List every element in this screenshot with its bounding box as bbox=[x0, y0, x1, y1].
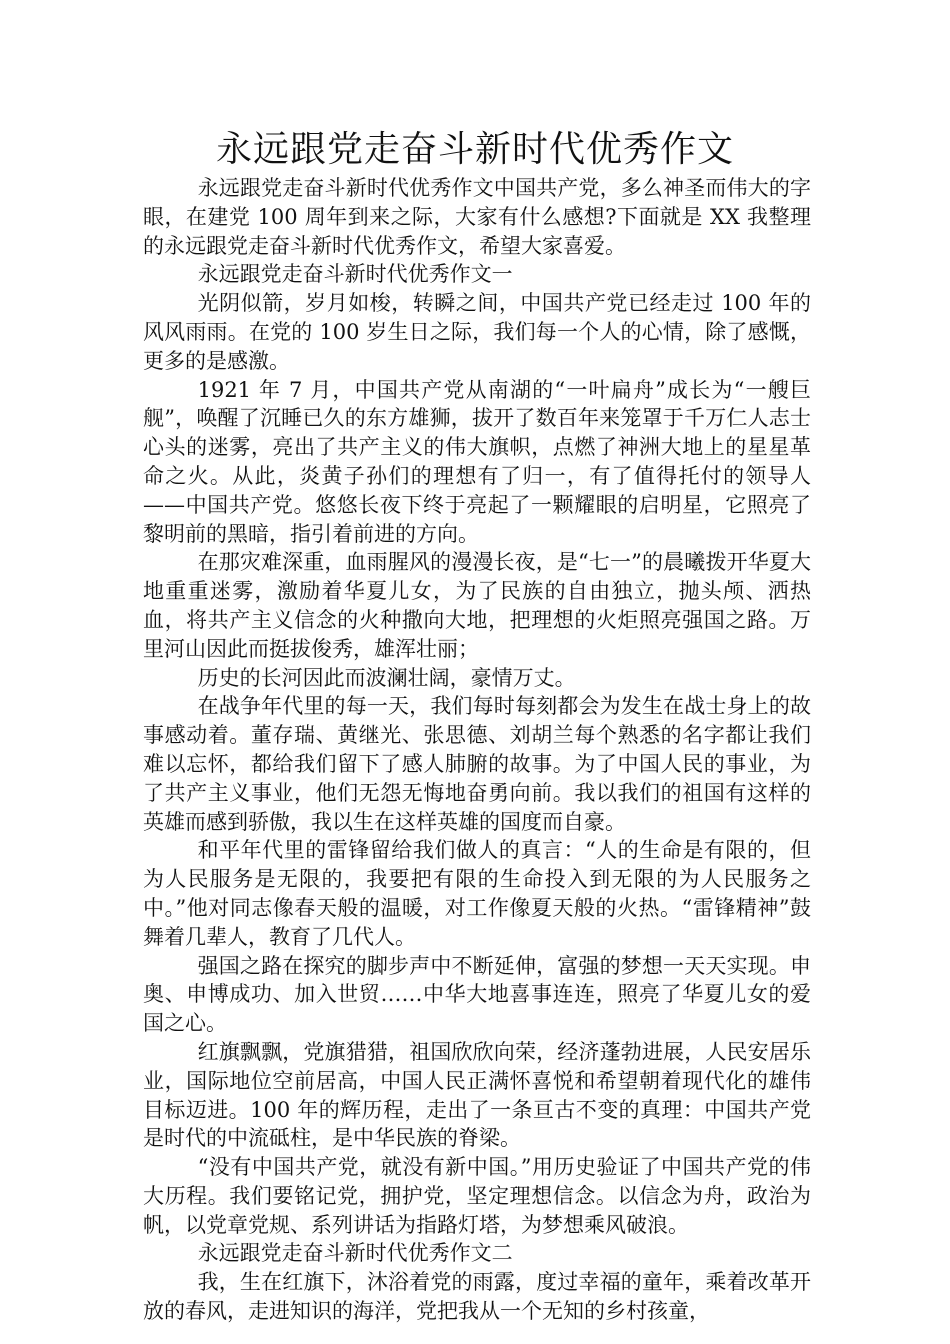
body-paragraph: 1921 年 7 月，中国共产党从南湖的“一叶扁舟”成长为“一艘巨舰”，唤醒了沉睡已久的东方雄狮，拔开了数百年来笼罩于千万仁人志士心头的迷雾，亮出了共产主义的伟大旗帜，点燃了神洲大地上的星星革命之火。从此，炎黄子孙们的理想有了归一，有了值得托付的领导人——中国共产党。悠悠长夜下终于亮起了一颗耀眼的启明星，它照亮了黎明前的黑暗，指引着前进的方向。 bbox=[143, 377, 811, 546]
body-paragraph: “没有中国共产党，就没有新中国。”用历史验证了中国共产党的伟大历程。我们要铭记党，拥护党，坚定理想信念。以信念为舟，政治为帆，以党章党规、系列讲话为指路灯塔，为梦想乘风破浪。 bbox=[143, 1155, 811, 1237]
document-title: 永远跟党走奋斗新时代优秀作文 bbox=[215, 129, 734, 170]
body-paragraph: 红旗飘飘，党旗猎猎，祖国欣欣向荣，经济蓬勃进展，人民安居乐业，国际地位空前居高，中国人民正满怀喜悦和希望朝着现代化的雄伟目标迈进。100 年的辉历程，走出了一条亘古不变的真理：中国共产党是时代的中流砥柱，是中华民族的脊梁。 bbox=[143, 1039, 811, 1151]
body-paragraph: 历史的长河因此而波澜壮阔，豪情万丈。 bbox=[197, 665, 576, 690]
section-heading-essay-one: 永远跟党走奋斗新时代优秀作文一 bbox=[197, 262, 513, 287]
body-paragraph: 光阴似箭，岁月如梭，转瞬之间，中国共产党已经走过 100 年的风风雨雨。在党的 100 岁生日之际，我们每一个人的心情，除了感慨，更多的是感激。 bbox=[143, 291, 811, 373]
body-paragraph: 和平年代里的雷锋留给我们做人的真言：“人的生命是有限的，但为人民服务是无限的，我要把有限的生命投入到无限的为人民服务之中。”他对同志像春天般的温暖，对工作像夏天般的火热。“雷锋精神”鼓舞着几辈人，教育了几代人。 bbox=[143, 838, 811, 949]
body-paragraph: 强国之路在探究的脚步声中不断延伸，富强的梦想一天天实现。申奥、申博成功、加入世贸……中华大地喜事连连，照亮了华夏儿女的爱国之心。 bbox=[143, 953, 811, 1036]
document-body bbox=[143, 174, 811, 1326]
body-paragraph: 在那灾难深重，血雨腥风的漫漫长夜，是“七一”的晨曦拨开华夏大地重重迷雾，激励着华夏儿女，为了民族的自由独立，抛头颅、洒热血，将共产主义信念的火种撒向大地，把理想的火炬照亮强国之路。万里河山因此而挺拔俊秀，雄浑壮丽； bbox=[143, 550, 811, 661]
body-paragraph: 我，生在红旗下，沐浴着党的雨露，度过幸福的童年，乘着改革开放的春风，走进知识的海洋，党把我从一个无知的乡村孩童， bbox=[143, 1270, 811, 1324]
intro-paragraph: 永远跟党走奋斗新时代优秀作文中国共产党，多么神圣而伟大的字眼，在建党 100 周年到来之际，大家有什么感想?下面就是 XX 我整理的永远跟党走奋斗新时代优秀作文，希望大家喜爱。 bbox=[143, 176, 811, 258]
section-heading-essay-two: 永远跟党走奋斗新时代优秀作文二 bbox=[197, 1241, 513, 1266]
body-paragraph: 在战争年代里的每一天，我们每时每刻都会为发生在战士身上的故事感动着。董存瑞、黄继光、张思德、刘胡兰每个熟悉的名字都让我们难以忘怀，都给我们留下了感人肺腑的故事。为了中国人民的事业，为了共产主义事业，他们无怨无悔地奋勇向前。我以我们的祖国有这样的英雄而感到骄傲，我以生在这样英雄的国度而自豪。 bbox=[143, 694, 811, 834]
